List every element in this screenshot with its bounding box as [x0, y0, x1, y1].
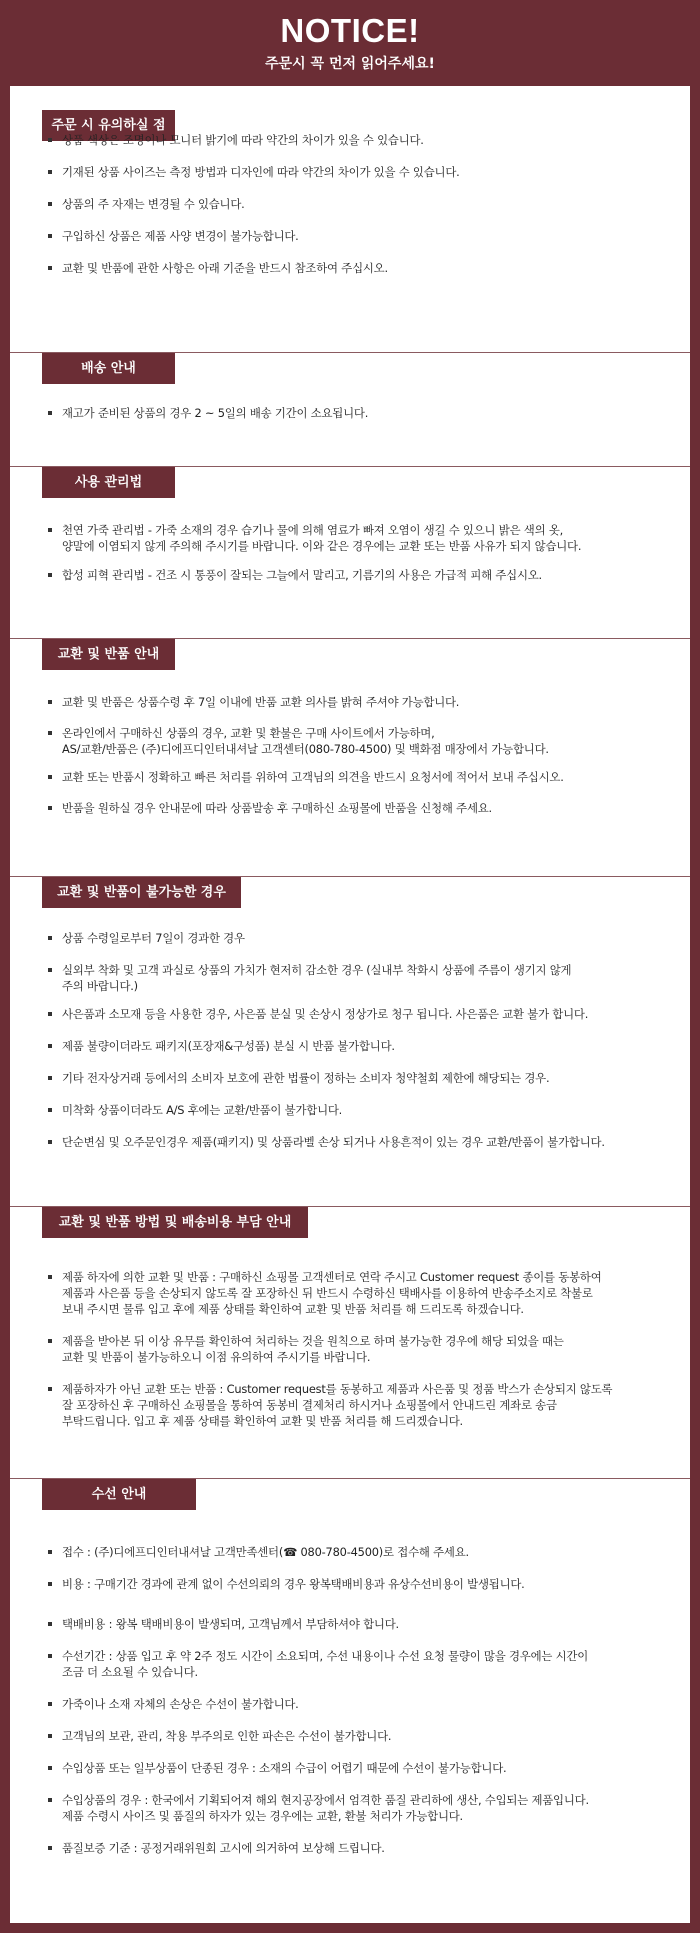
section-title-return-method-costs: 교환 및 반품 방법 및 배송비용 부담 안내 [42, 1207, 308, 1238]
list-item: 수입상품 또는 일부상품이 단종된 경우 : 소재의 수급이 어렵기 때문에 수선이 불가능합니다. [42, 1760, 676, 1776]
list-item: 천연 가죽 관리법 - 가죽 소재의 경우 습기나 물에 의해 염료가 빠져 오염이 생길 수 있으니 밝은 색의 옷, 양말에 이염되지 않게 주의해 주시기를 바랍니다. 이와 같은 경우에는 교환 또는 반품 사유가 되지 않습니다. [42, 522, 676, 554]
section-title-exchange-return: 교환 및 반품 안내 [42, 639, 175, 670]
list-item: 제품 하자에 의한 교환 및 반품 : 구매하신 쇼핑몰 고객센터로 연락 주시고 Customer request 종이를 동봉하여 제품과 사은품 등을 손상되지 않도록 잘 포장하신 뒤 반드시 수령하신 택배사를 이용하여 반송주소지로 착불로 보내 주시면 물류 입고 후에 제품 상태를 확인하여 교환 및 반품 처리를 해 드리도록 하겠습니다. [42, 1269, 676, 1317]
list-item: 택배비용 : 왕복 택배비용이 발생되며, 고객님께서 부담하셔야 합니다. [42, 1616, 676, 1632]
section-title-order-notes: 주문 시 유의하실 점 [42, 110, 175, 141]
list-item: 비용 : 구매기간 경과에 관계 없이 수선의뢰의 경우 왕복택배비용과 유상수선비용이 발생됩니다. [42, 1576, 676, 1592]
list-item: 기타 전자상거래 등에서의 소비자 보호에 관한 법률이 정하는 소비자 청약철회 제한에 해당되는 경우. [42, 1070, 676, 1086]
notice-subtitle: 주문시 꼭 먼저 읽어주세요! [265, 56, 435, 72]
list-item: 기재된 상품 사이즈는 측정 방법과 디자인에 따라 약간의 차이가 있을 수 있습니다. [42, 164, 676, 180]
list-item: 실외부 착화 및 고객 과실로 상품의 가치가 현저히 감소한 경우 (실내부 착화시 상품에 주름이 생기지 않게 주의 바랍니다.) [42, 962, 676, 994]
list-item: 재고가 준비된 상품의 경우 2 ~ 5일의 배송 기간이 소요됩니다. [42, 405, 676, 421]
list-item: 구입하신 상품은 제품 사양 변경이 불가능합니다. [42, 228, 676, 244]
list-item: 제품을 받아본 뒤 이상 유무를 확인하여 처리하는 것을 원칙으로 하며 불가능한 경우에 해당 되었을 때는 교환 및 반품이 불가능하오니 이점 유의하여 주시기를 바랍니다. [42, 1333, 676, 1365]
list-item: 사은품과 소모재 등을 사용한 경우, 사은품 분실 및 손상시 정상가로 청구 됩니다. 사은품은 교환 불가 합니다. [42, 1006, 676, 1022]
list-item: 온라인에서 구매하신 상품의 경우, 교환 및 환불은 구매 사이트에서 가능하며, AS/교환/반품은 (주)디에프디인터내셔날 고객센터(080-780-4500) 및 백화점 매장에서 가능합니다. [42, 725, 676, 757]
list-item: 교환 및 반품에 관한 사항은 아래 기준을 반드시 참조하여 주십시오. [42, 260, 676, 276]
notice-panel [10, 86, 690, 1923]
shipping-list [42, 405, 676, 421]
list-item: 반품을 원하실 경우 안내문에 따라 상품발송 후 구매하신 쇼핑몰에 반품을 신청해 주세요. [42, 800, 676, 816]
list-item: 합성 피혁 관리법 - 건조 시 통풍이 잘되는 그늘에서 말리고, 기름기의 사용은 가급적 피해 주십시오. [42, 567, 676, 583]
list-item: 상품 수령일로부터 7일이 경과한 경우 [42, 930, 676, 946]
notice-title: NOTICE! [280, 12, 420, 49]
list-item: 고객님의 보관, 관리, 착용 부주의로 인한 파손은 수선이 불가합니다. [42, 1728, 676, 1744]
section-title-repair: 수선 안내 [42, 1479, 196, 1510]
exchange-return-list [42, 694, 676, 816]
order-notes-list [42, 132, 676, 276]
list-item: 제품 불량이더라도 패키지(포장재&구성품) 분실 시 반품 불가합니다. [42, 1038, 676, 1054]
section-title-shipping: 배송 안내 [42, 353, 175, 384]
list-item: 수선기간 : 상품 입고 후 약 2주 정도 시간이 소요되며, 수선 내용이나 수선 요청 물량이 많을 경우에는 시간이 조금 더 소요될 수 있습니다. [42, 1648, 676, 1680]
list-item: 단순변심 및 오주문인경우 제품(패키지) 및 상품라벨 손상 되거나 사용흔적이 있는 경우 교환/반품이 불가합니다. [42, 1134, 676, 1150]
section-title-non-returnable: 교환 및 반품이 불가능한 경우 [42, 877, 241, 908]
notice-header [0, 0, 700, 86]
list-item: 미착화 상품이더라도 A/S 후에는 교환/반품이 불가합니다. [42, 1102, 676, 1118]
list-item: 상품 색상은 조명이나 모니터 밝기에 따라 약간의 차이가 있을 수 있습니다. [42, 132, 676, 148]
care-list [42, 522, 676, 583]
list-item: 수입상품의 경우 : 한국에서 기획되어져 해외 현지공장에서 엄격한 품질 관리하에 생산, 수입되는 제품입니다. 제품 수령시 사이즈 및 품질의 하자가 있는 경우에는 교환, 환불 처리가 가능합니다. [42, 1792, 676, 1824]
list-item: 상품의 주 자재는 변경될 수 있습니다. [42, 196, 676, 212]
return-method-list [42, 1269, 676, 1429]
list-item: 가죽이나 소재 자체의 손상은 수선이 불가합니다. [42, 1696, 676, 1712]
list-item: 접수 : (주)디에프디인터내셔날 고객만족센터(☎ 080-780-4500)로 접수해 주세요. [42, 1544, 676, 1560]
section-title-care: 사용 관리법 [42, 467, 175, 498]
list-item: 제품하자가 아닌 교환 또는 반품 : Customer request를 동봉하고 제품과 사은품 및 정품 박스가 손상되지 않도록 잘 포장하신 후 구매하신 쇼핑몰을 통하여 동봉비 결제처리 하시거나 쇼핑몰에서 안내드린 계좌로 송금 부탁드립니다. 입고 후 제품 상태를 확인하여 교환 및 반품 처리를 해 드리겠습니다. [42, 1381, 676, 1429]
non-returnable-list [42, 930, 676, 1150]
repair-list [42, 1544, 676, 1856]
list-item: 교환 또는 반품시 정확하고 빠른 처리를 위하여 고객님의 의견을 반드시 요청서에 적어서 보내 주십시오. [42, 769, 676, 785]
list-item: 교환 및 반품은 상품수령 후 7일 이내에 반품 교환 의사를 밝혀 주셔야 가능합니다. [42, 694, 676, 710]
list-item: 품질보증 기준 : 공정거래위원회 고시에 의거하여 보상해 드립니다. [42, 1840, 676, 1856]
